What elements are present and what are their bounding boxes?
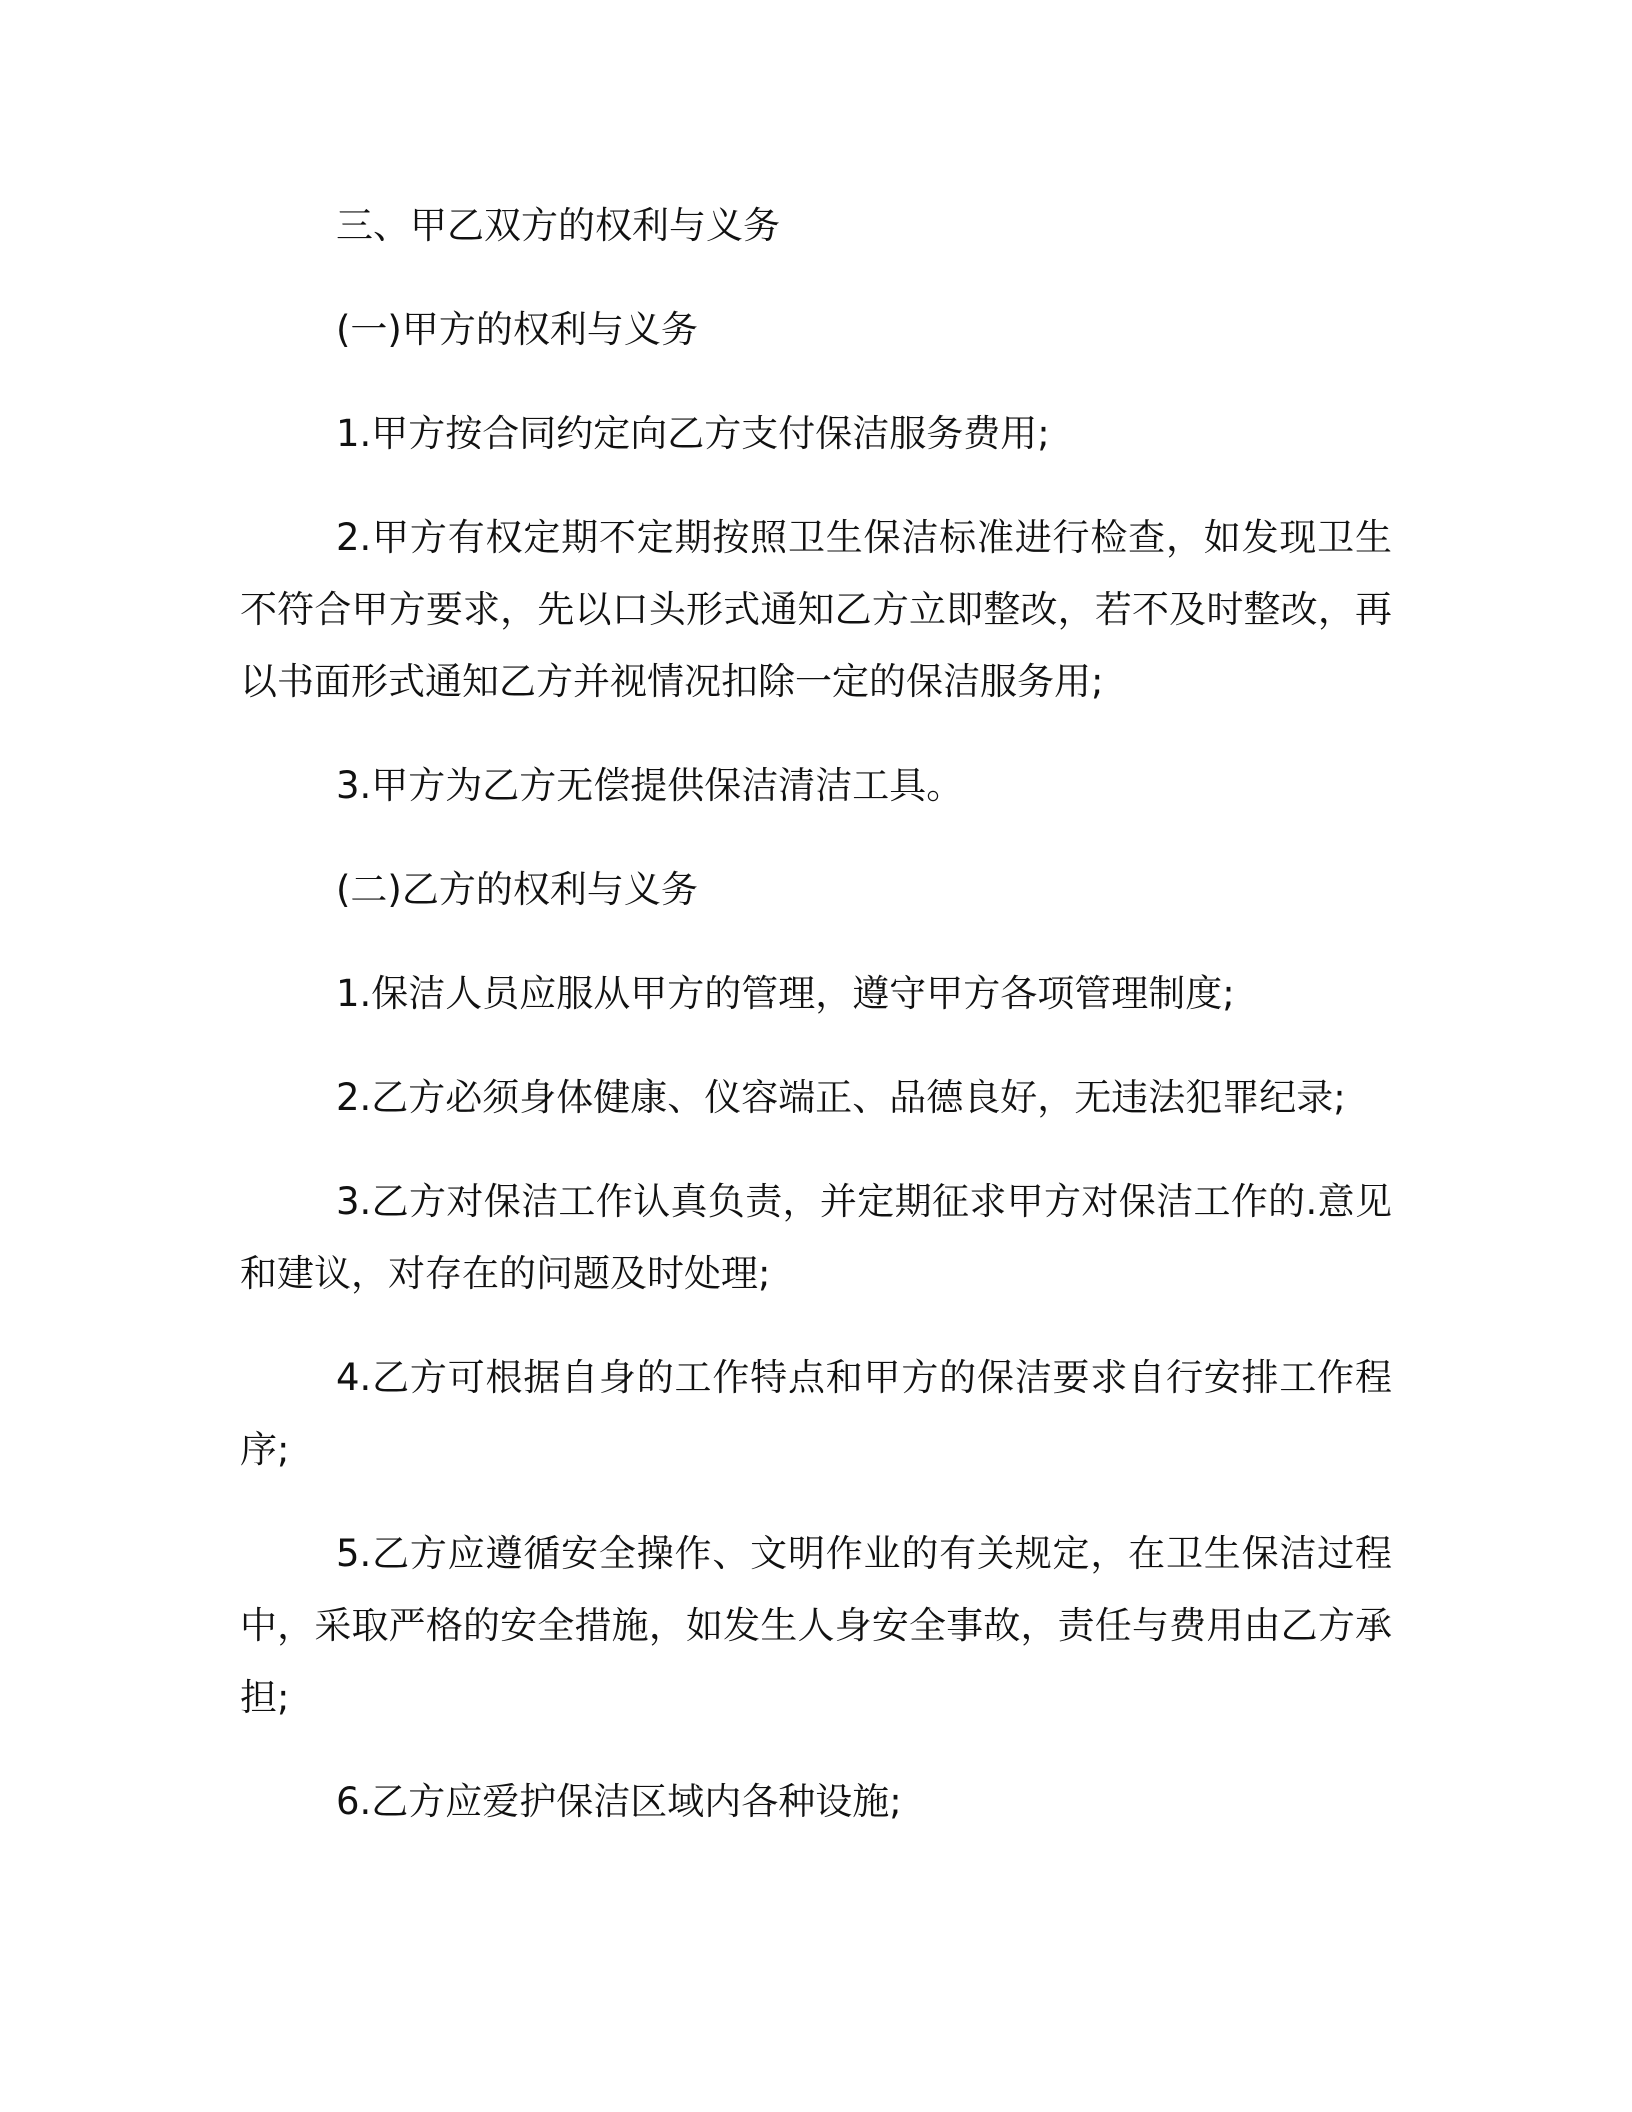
clause-b-3: 3.乙方对保洁工作认真负责，并定期征求甲方对保洁工作的.意见和建议，对存在的问题及时处理; xyxy=(240,1180,1392,1295)
clause-b-4: 4.乙方可根据自身的工作特点和甲方的保洁要求自行安排工作程序; xyxy=(240,1356,1392,1471)
clause-a-1: 1.甲方按合同约定向乙方支付保洁服务费用; xyxy=(336,412,1050,455)
clause-a-2: 2.甲方有权定期不定期按照卫生保洁标准进行检查，如发现卫生不符合甲方要求，先以口头形式通知乙方立即整改，若不及时整改，再以书面形式通知乙方并视情况扣除一定的保洁服务用; xyxy=(240,516,1392,703)
clause-a-3: 3.甲方为乙方无偿提供保洁清洁工具。 xyxy=(336,764,964,807)
clause-b-6: 6.乙方应爱护保洁区域内各种设施; xyxy=(336,1780,902,1823)
document-body xyxy=(240,190,1392,1870)
clause-b-2: 2.乙方必须身体健康、仪容端正、品德良好，无违法犯罪纪录; xyxy=(336,1076,1346,1119)
clause-b-1: 1.保洁人员应服从甲方的管理，遵守甲方各项管理制度; xyxy=(336,972,1235,1015)
subsection-heading-party-b: (二)乙方的权利与义务 xyxy=(336,868,698,911)
section-heading: 三、甲乙双方的权利与义务 xyxy=(336,204,780,247)
clause-b-5: 5.乙方应遵循安全操作、文明作业的有关规定，在卫生保洁过程中，采取严格的安全措施，如发生人身安全事故，责任与费用由乙方承担; xyxy=(240,1532,1392,1719)
subsection-heading-party-a: (一)甲方的权利与义务 xyxy=(336,308,698,351)
